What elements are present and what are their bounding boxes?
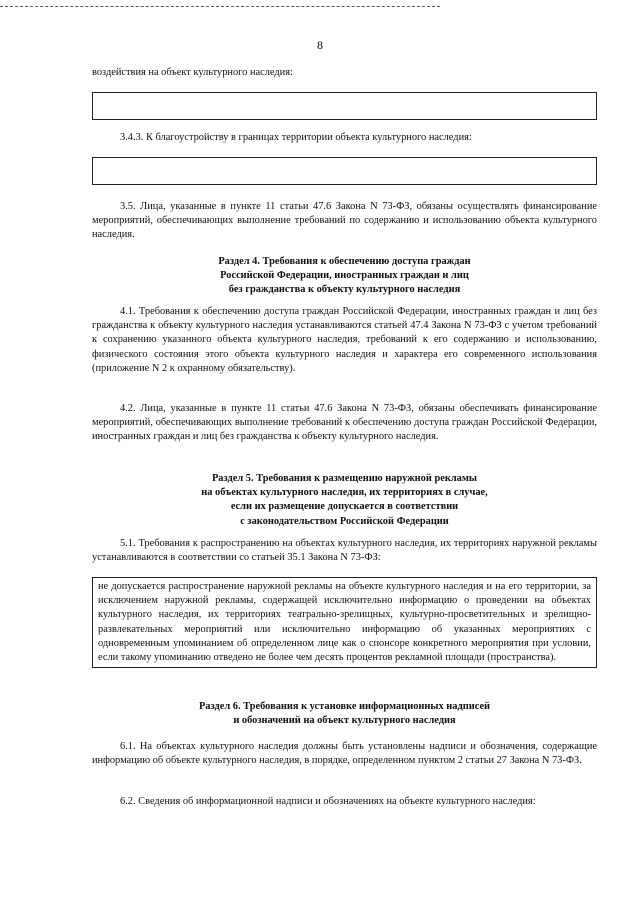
paragraph-4-2: 4.2. Лица, указанные в пункте 11 статьи 47.6 Закона N 73-ФЗ, обязаны обеспечивать финансирование мероприятий, обеспечивающих выполнение требований к обеспечению доступа граждан Российской Федерации, иностранных граждан и лиц без гражданства к объекту культурного наследия. xyxy=(92,403,597,443)
paragraph-5-1: 5.1. Требования к распространению на объектах культурного наследия, их территориях наружной рекламы устанавливаются в соответствии со статьей 35.1 Закона N 73-ФЗ: xyxy=(92,538,597,564)
section-4-heading-line-2: Российской Федерации, иностранных граждан и лиц xyxy=(220,270,469,282)
section-5-heading-line-1: Раздел 5. Требования к размещению наружной рекламы xyxy=(211,473,478,484)
paragraph-4-1: 4.1. Требования к обеспечению доступа граждан Российской Федерации, иностранных граждан и лиц без гражданства к объекту культурного наследия устанавливаются статьей 47.4 Закона N 73-ФЗ с учетом требований к сохранению указанного объекта культурного наследия, требований к его содержанию и использованию, физического состояния этого объекта культурного наследия и характера его современного использования (приложение N 2 к охранному обязательству). xyxy=(92,306,597,374)
paragraph-3-5: 3.5. Лица, указанные в пункте 11 статьи 47.6 Закона N 73-ФЗ, обязаны осуществлять финансирование мероприятий, обеспечивающих выполнение требований по содержанию и использованию объекта культурного наследия. xyxy=(92,201,597,241)
section-6-heading-line-1: Раздел 6. Требования к установке информационных надписей xyxy=(198,701,491,712)
section-6-heading-line-2: и обозначений на объект культурного наследия xyxy=(233,715,456,727)
paragraph-6-1: 6.1. На объектах культурного наследия должны быть установлены надписи и обозначения, содержащие информацию об объекте культурного наследия, в порядке, определенном пунктом 2 статьи 27 Закона N 73-ФЗ. xyxy=(92,741,597,767)
paragraph-3-4-3: 3.4.3. К благоустройству в границах территории объекта культурного наследия: xyxy=(120,132,472,143)
section-4-heading-line-3: без гражданства к объекту культурного наследия xyxy=(228,284,461,296)
empty-field-box-2 xyxy=(92,157,597,185)
empty-field-box-1 xyxy=(92,92,597,120)
paragraph-6-2: 6.2. Сведения об информационной надписи и обозначениях на объекте культурного наследия: xyxy=(120,796,536,807)
section-4-heading xyxy=(92,255,597,298)
top-dashed-rule xyxy=(0,6,440,7)
section-5-heading-line-4: с законодательством Российской Федерации xyxy=(240,515,449,527)
section-4-heading-line-1: Раздел 4. Требования к обеспечению доступа граждан xyxy=(218,256,471,267)
section-5-heading-line-2: на объектах культурного наследия, их территориях в случае, xyxy=(201,487,488,499)
paragraph-top-continuation: воздействия на объект культурного наследия: xyxy=(92,67,293,78)
section-5-heading-line-3: если их размещение допускается в соответствии xyxy=(230,501,459,513)
section-6-heading xyxy=(92,700,597,728)
page-number: 8 xyxy=(317,38,323,52)
advertising-restriction-box: не допускается распространение наружной рекламы на объекте культурного наследия и на его территории, за исключением наружной рекламы, содержащей исключительно информацию о проведении на объектах культурного наследия, их территориях театрально-зрелищных, культурно-просветительных и зрелищно-развлекательных мероприятий или исключительно информацию об указанных мероприятиях с одновременным упоминанием об определенном лице как о спонсоре конкретного мероприятия при условии, если такому упоминанию отведено не более чем десять процентов рекламной площади (пространства). xyxy=(92,577,597,668)
section-5-heading xyxy=(92,472,597,529)
